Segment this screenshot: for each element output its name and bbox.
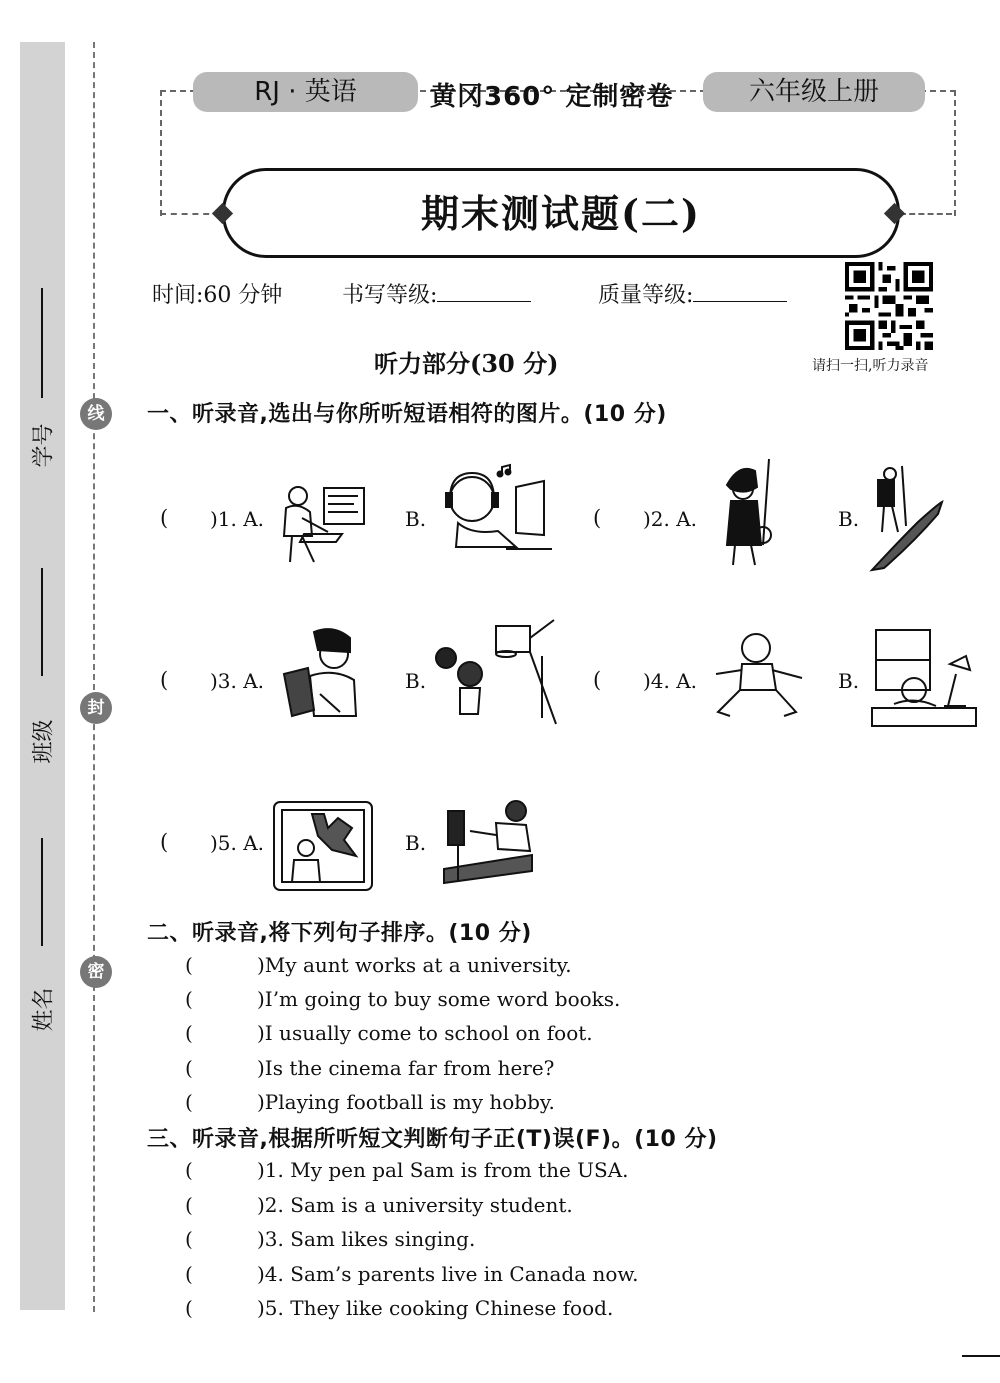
- answer-bracket[interactable]: (: [160, 506, 169, 530]
- watching-tv-icon[interactable]: [272, 800, 374, 894]
- section2-item: [185, 953, 572, 977]
- answer-bracket[interactable]: (: [185, 1262, 193, 1286]
- answer-bracket[interactable]: (: [185, 1193, 193, 1217]
- q3-b-label: B.: [405, 669, 427, 693]
- person-at-computer-icon[interactable]: [272, 478, 372, 566]
- writing-grade: [342, 278, 531, 309]
- statement-text: )5. They like cooking Chinese food.: [257, 1296, 614, 1320]
- section1-title: 一、听录音,选出与你所听短语相符的图片。(10 分): [147, 402, 667, 427]
- sentence-text: )My aunt works at a university.: [257, 953, 572, 977]
- answer-bracket[interactable]: (: [160, 668, 169, 692]
- reading-book-icon[interactable]: [280, 624, 362, 720]
- sentence-text: )I usually come to school on foot.: [257, 1021, 593, 1045]
- doing-exercise-icon[interactable]: [440, 795, 542, 885]
- class-label: 班级: [31, 719, 57, 764]
- statement-text: )3. Sam likes singing.: [257, 1227, 476, 1251]
- student-id-line[interactable]: [41, 288, 43, 398]
- writing-grade-field[interactable]: [437, 281, 531, 302]
- answer-bracket[interactable]: (: [593, 668, 602, 692]
- sentence-text: )Is the cinema far from here?: [257, 1056, 555, 1080]
- answer-bracket[interactable]: (: [185, 987, 193, 1011]
- q1-label: )1. A.: [210, 507, 265, 531]
- cut-line: [93, 42, 95, 1312]
- time-info: 时间:60 分钟: [152, 283, 283, 308]
- playing-erhu-icon[interactable]: [717, 455, 787, 569]
- sentence-text: )I’m going to buy some word books.: [257, 987, 621, 1011]
- student-id-label: 学号: [31, 423, 57, 468]
- q2-label: )2. A.: [643, 507, 698, 531]
- quality-grade-label: 质量等级:: [598, 283, 694, 308]
- answer-bracket[interactable]: (: [160, 830, 169, 854]
- answer-bracket[interactable]: (: [185, 1158, 193, 1182]
- qr-code-icon[interactable]: [845, 262, 933, 350]
- binding-strip: [20, 42, 65, 1310]
- seal-feng: 封: [80, 692, 112, 724]
- listening-title: 听力部分(30 分): [374, 349, 559, 378]
- section2-item: [185, 1090, 555, 1114]
- section3-item: [185, 1193, 573, 1217]
- seal-mi: 密: [80, 956, 112, 988]
- writing-grade-label: 书写等级:: [342, 283, 438, 308]
- series-title: 黄冈360° 定制密卷: [430, 82, 674, 112]
- statement-text: )4. Sam’s parents live in Canada now.: [257, 1262, 639, 1286]
- page-edge-mark: [962, 1355, 1000, 1357]
- listening-music-computer-icon[interactable]: [436, 463, 556, 565]
- section2-item: [185, 1056, 554, 1080]
- seal-xian: 线: [80, 398, 112, 430]
- section3-item: [185, 1262, 639, 1286]
- section2-item: [185, 987, 620, 1011]
- quality-grade-field[interactable]: [693, 281, 787, 302]
- header-frame-right: [900, 213, 952, 215]
- section2-title: 二、听录音,将下列句子排序。(10 分): [147, 921, 532, 946]
- answer-bracket[interactable]: (: [185, 1090, 193, 1114]
- qr-caption: 请扫一扫,听力录音: [812, 358, 929, 374]
- answer-bracket[interactable]: (: [185, 1296, 193, 1320]
- q5-label: )5. A.: [210, 831, 265, 855]
- section3-title: 三、听录音,根据所听短文判断句子正(T)误(F)。(10 分): [147, 1127, 718, 1152]
- section2-item: [185, 1021, 593, 1045]
- q2-b-label: B.: [838, 507, 860, 531]
- answer-bracket[interactable]: (: [593, 506, 602, 530]
- q3-label: )3. A.: [210, 669, 265, 693]
- statement-text: )2. Sam is a university student.: [257, 1193, 573, 1217]
- kung-fu-icon[interactable]: [710, 628, 808, 720]
- section3-item: [185, 1227, 475, 1251]
- statement-text: )1. My pen pal Sam is from the USA.: [257, 1158, 629, 1182]
- studying-at-desk-icon[interactable]: [870, 626, 980, 730]
- section3-item: [185, 1296, 613, 1320]
- grade-badge: 六年级上册: [703, 72, 925, 112]
- name-line[interactable]: [41, 838, 43, 946]
- subject-badge: RJ · 英语: [193, 72, 418, 112]
- q4-b-label: B.: [838, 669, 860, 693]
- answer-bracket[interactable]: (: [185, 1227, 193, 1251]
- sentence-text: )Playing football is my hobby.: [257, 1090, 555, 1114]
- q1-b-label: B.: [405, 507, 427, 531]
- answer-bracket[interactable]: (: [185, 1021, 193, 1045]
- playing-basketball-icon[interactable]: [430, 616, 560, 728]
- answer-bracket[interactable]: (: [185, 1056, 193, 1080]
- answer-bracket[interactable]: (: [185, 953, 193, 977]
- quality-grade: [598, 278, 787, 309]
- name-label: 姓名: [31, 987, 57, 1032]
- mountain-climbing-icon[interactable]: [868, 462, 946, 572]
- q4-label: )4. A.: [643, 669, 698, 693]
- page-title: 期末测试题(二): [421, 191, 701, 236]
- section3-item: [185, 1158, 629, 1182]
- q5-b-label: B.: [405, 831, 427, 855]
- class-line[interactable]: [41, 568, 43, 676]
